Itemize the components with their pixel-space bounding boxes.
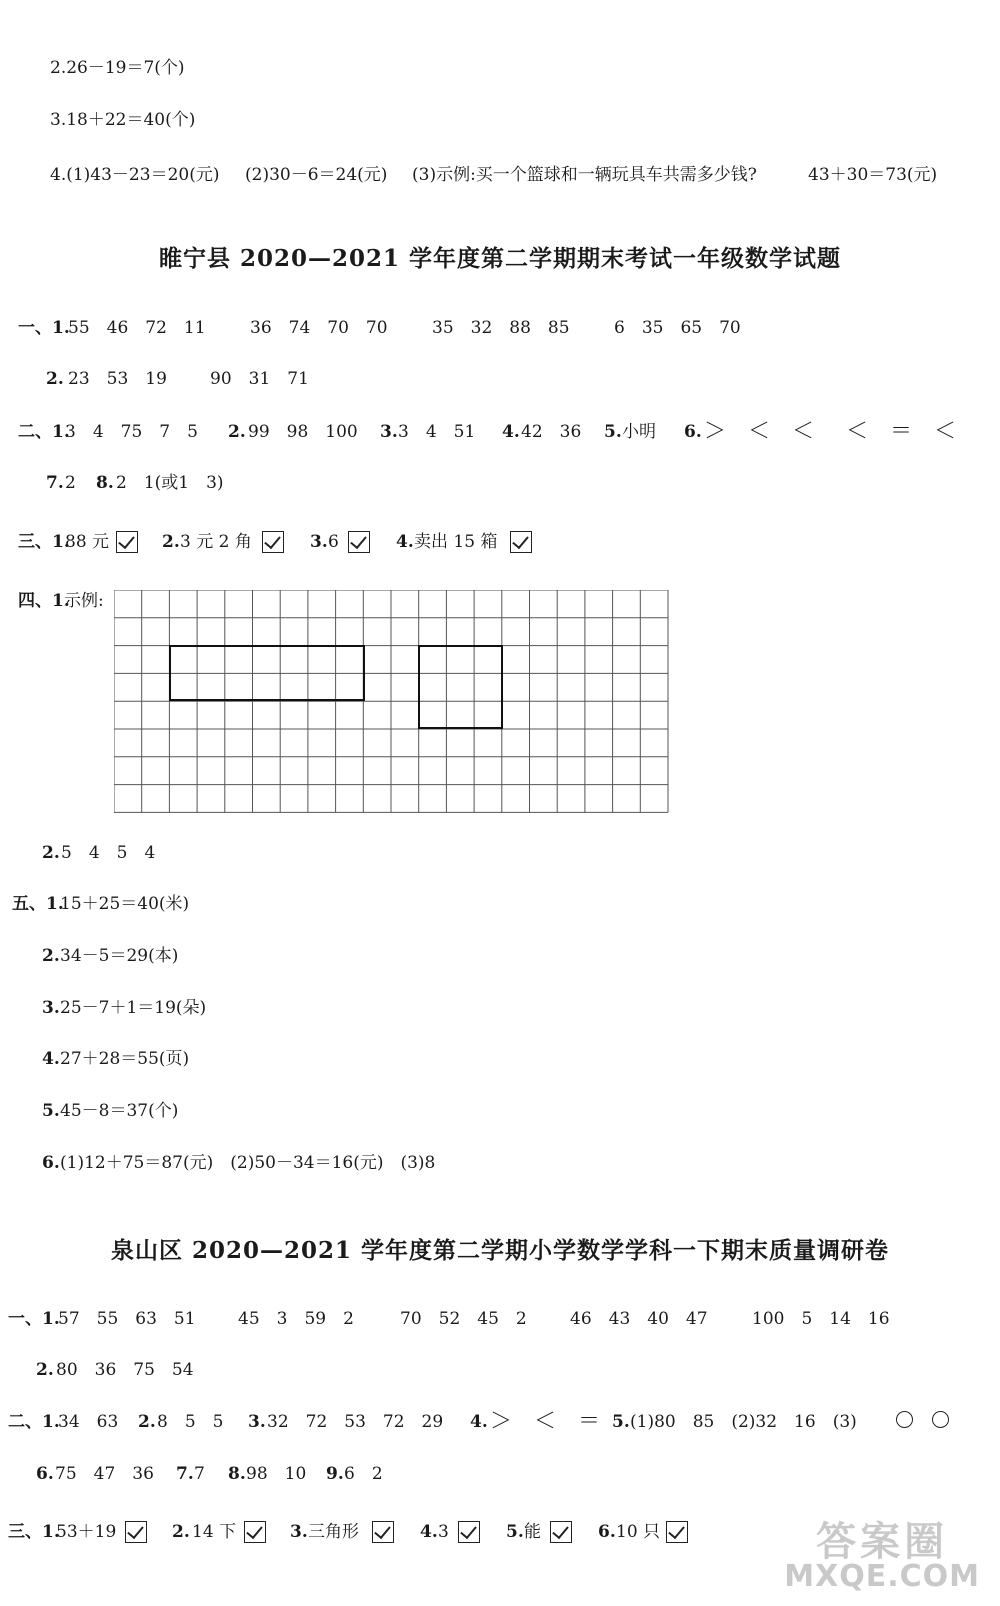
question-number: 8.: [228, 1464, 246, 1484]
section-title: 泉山区 2020—2021 学年度第二学期小学数学学科一下期末质量调研卷: [110, 1237, 890, 1264]
checkmark-icon: [372, 1521, 394, 1543]
answer-text: 57 55 63 51: [58, 1309, 196, 1329]
question-number: 7.: [176, 1464, 194, 1484]
question-number: 6.: [42, 1153, 60, 1173]
answer-text: 示例:: [64, 591, 104, 611]
question-number: 2.: [138, 1412, 156, 1432]
question-number: 一、1.: [8, 1309, 60, 1329]
circle-symbol: [896, 1411, 913, 1428]
question-number: 2.: [42, 843, 60, 863]
answer-text: 3.18＋22＝40(个): [50, 110, 196, 130]
answer-text: 43＋30＝73(元): [808, 165, 938, 185]
section-title: 睢宁县 2020—2021 学年度第二学期期末考试一年级数学试题: [158, 245, 842, 272]
checkmark-icon: [666, 1521, 688, 1543]
checkmark-icon: [510, 531, 532, 553]
answer-text: 27＋28＝55(页): [60, 1049, 190, 1069]
answer-text: 70 52 45 2: [400, 1309, 527, 1329]
checkmark-icon: [348, 531, 370, 553]
checkmark-icon: [262, 531, 284, 553]
answer-text: 2.26－19＝7(个): [50, 58, 185, 78]
answer-text: 100 5 14 16: [752, 1309, 890, 1329]
question-number: 4.: [420, 1522, 438, 1542]
checkmark-icon: [244, 1521, 266, 1543]
answer-text: 14 下: [192, 1522, 237, 1542]
question-number: 三、1.: [18, 532, 70, 552]
answer-text: 7: [194, 1464, 205, 1484]
answer-text: 卖出 15 箱: [414, 532, 498, 552]
answer-text: 6: [328, 532, 339, 552]
answer-text: 2 1(或1 3): [116, 473, 224, 493]
answer-text: 三角形: [308, 1522, 359, 1542]
answer-text: 5 4 5 4: [61, 843, 156, 863]
question-number: 5.: [506, 1522, 524, 1542]
square-shape: [419, 646, 502, 728]
question-number: 2.: [42, 946, 60, 966]
checkmark-icon: [116, 531, 138, 553]
watermark-text: 答案圈: [816, 1519, 949, 1565]
answer-text: 6 2: [344, 1464, 383, 1484]
question-number: 5.: [42, 1101, 60, 1121]
answer-text: 99 98 100: [248, 422, 358, 442]
answer-text: 98 10: [246, 1464, 307, 1484]
answer-text: (1)12＋75＝87(元) (2)50－34＝16(元) (3)8: [60, 1153, 436, 1173]
question-number: 五、1.: [12, 894, 64, 914]
question-number: 一、1.: [18, 318, 70, 338]
checkmark-icon: [125, 1521, 147, 1543]
answer-text: 35 32 88 85: [432, 318, 570, 338]
question-number: 3.: [42, 998, 60, 1018]
question-number: 3.: [310, 532, 328, 552]
checkmark-icon: [550, 1521, 572, 1543]
answer-text: 45 3 59 2: [238, 1309, 354, 1329]
question-number: 四、1.: [18, 591, 70, 611]
answer-text: ＞ ＜ ＝: [490, 1409, 601, 1434]
question-number: 5.: [612, 1412, 630, 1432]
answer-text: 90 31 71: [210, 369, 309, 389]
watermark-logo: [784, 1519, 980, 1594]
circle-symbol: [932, 1411, 949, 1428]
answer-text: 80 36 75 54: [56, 1360, 194, 1380]
answer-text: 42 36: [521, 422, 582, 442]
question-number: 8.: [96, 473, 114, 493]
watermark-url: MXQE.COM: [784, 1559, 980, 1594]
question-number: 二、1.: [18, 422, 70, 442]
question-number: 4.: [470, 1412, 488, 1432]
answer-text: 10 只: [616, 1522, 661, 1542]
question-number: 三、1.: [8, 1522, 60, 1542]
question-number: 6.: [684, 422, 702, 442]
question-number: 6.: [598, 1522, 616, 1542]
answer-text: 34－5＝29(本): [60, 946, 179, 966]
answer-text: 55 46 72 11: [68, 318, 206, 338]
question-number: 3.: [290, 1522, 308, 1542]
answer-text: (1)80 85 (2)32 16 (3): [630, 1412, 857, 1432]
checkmark-icon: [458, 1521, 480, 1543]
answer-text: 75 47 36: [55, 1464, 154, 1484]
answer-text: 2: [65, 473, 76, 493]
question-number: 4.: [502, 422, 520, 442]
question-number: 6.: [36, 1464, 54, 1484]
answer-text: 小明: [622, 422, 656, 442]
answer-text: (2)30－6＝24(元): [245, 165, 388, 185]
answer-text: 6 35 65 70: [614, 318, 741, 338]
answer-text: 3: [438, 1522, 449, 1542]
answer-text: 32 72 53 72 29: [267, 1412, 444, 1432]
answer-text: 3 4 75 7 5: [65, 422, 198, 442]
question-number: 2.: [36, 1360, 54, 1380]
grid-figure: [114, 590, 674, 815]
answer-text: 3 4 51: [398, 422, 476, 442]
answer-text: 8 5 5: [157, 1412, 224, 1432]
question-number: 3.: [380, 422, 398, 442]
answer-text: 23 53 19: [68, 369, 167, 389]
answer-text: 45－8＝37(个): [60, 1101, 179, 1121]
answer-text: (3)示例:买一个篮球和一辆玩具车共需多少钱?: [412, 165, 757, 185]
question-number: 4.: [42, 1049, 60, 1069]
answer-text: 88 元: [65, 532, 110, 552]
answer-text: 25－7＋1＝19(朵): [60, 998, 207, 1018]
answer-text: 36 74 70 70: [250, 318, 388, 338]
question-number: 7.: [46, 473, 64, 493]
answer-text: 15＋25＝40(米): [60, 894, 190, 914]
question-number: 2.: [162, 532, 180, 552]
answer-text: ＜ ＝ ＜: [846, 419, 957, 444]
answer-text: 能: [524, 1522, 541, 1542]
question-number: 2.: [228, 422, 246, 442]
answer-text: 46 43 40 47: [570, 1309, 708, 1329]
answer-text: 53＋19: [56, 1522, 117, 1542]
question-number: 3.: [248, 1412, 266, 1432]
answer-text: 34 63: [58, 1412, 119, 1432]
answer-text: 3 元 2 角: [180, 532, 252, 552]
question-number: 4.: [396, 532, 414, 552]
question-number: 5.: [604, 422, 622, 442]
question-number: 2.: [172, 1522, 190, 1542]
question-number: 9.: [326, 1464, 344, 1484]
question-number: 二、1.: [8, 1412, 60, 1432]
question-number: 2.: [46, 369, 64, 389]
answer-text: 4.(1)43－23＝20(元): [50, 165, 220, 185]
answer-text: ＞ ＜ ＜: [704, 419, 815, 444]
